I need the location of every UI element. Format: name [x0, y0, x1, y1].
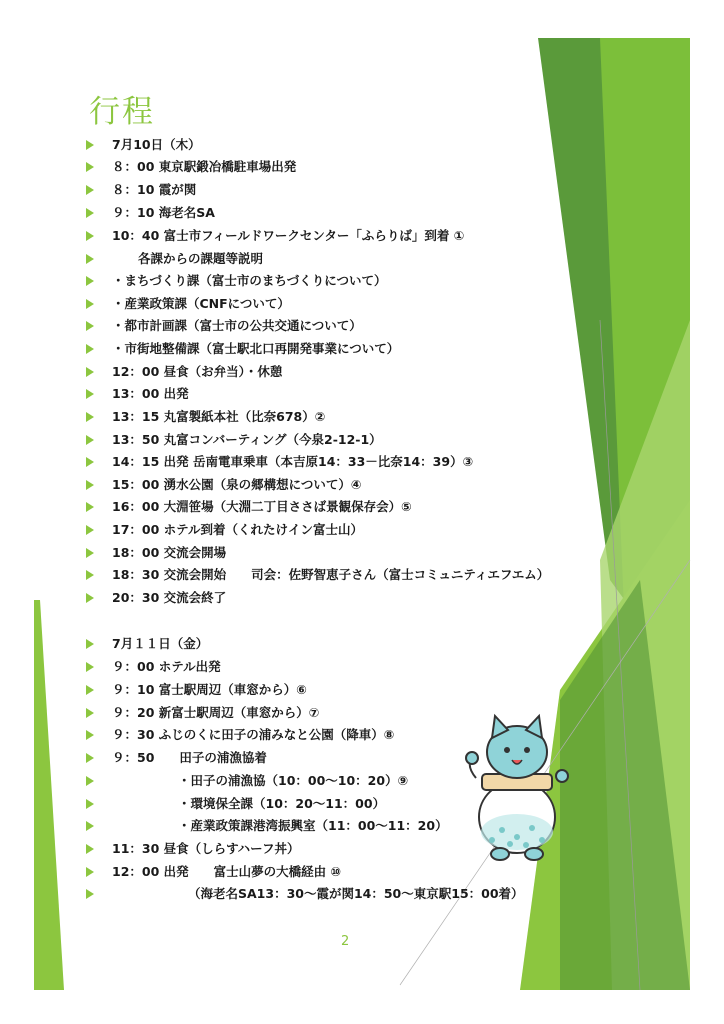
triangle-bullet-icon	[86, 730, 94, 740]
triangle-bullet-icon	[86, 412, 94, 422]
schedule-item-text: ・環境保全課（10：20～11：00）	[178, 796, 386, 811]
schedule-item-text: ・まちづくり課（富士市のまちづくりについて）	[112, 273, 387, 288]
schedule-item-text: ・田子の浦漁協（10：00～10：20）⑨	[178, 773, 409, 788]
schedule-item-text: ９：10 富士駅周辺（車窓から）⑥	[112, 682, 307, 697]
triangle-bullet-icon	[86, 367, 94, 377]
schedule-item-text: 13：50 丸富コンバーティング（今泉2-12-1）	[112, 432, 382, 447]
triangle-bullet-icon	[86, 502, 94, 512]
triangle-bullet-icon	[86, 889, 94, 899]
triangle-bullet-icon	[86, 548, 94, 558]
triangle-bullet-icon	[86, 821, 94, 831]
triangle-bullet-icon	[86, 208, 94, 218]
schedule-item-text: 16：00 大淵笹場（大淵二丁目ささば景観保存会）⑤	[112, 499, 412, 514]
schedule-item-text: 14：15 出発 岳南電車乗車（本吉原14：33－比奈14：39）③	[112, 454, 474, 469]
schedule-item-text: 各課からの課題等説明	[138, 251, 264, 266]
schedule-item-text: 11：30 昼食（しらすハーフ丼）	[112, 841, 300, 856]
triangle-bullet-icon	[86, 867, 94, 877]
schedule-item-text: 17：00 ホテル到着（くれたけイン富士山）	[112, 522, 364, 537]
triangle-bullet-icon	[86, 344, 94, 354]
schedule-item-text: ８：00 東京駅鍛冶橋駐車場出発	[112, 159, 297, 174]
schedule-item-text: ・都市計画課（富士市の公共交通について）	[112, 318, 362, 333]
schedule-item-text: 10：40 富士市フィールドワークセンター「ふらりば」到着 ①	[112, 228, 465, 243]
triangle-bullet-icon	[86, 685, 94, 695]
schedule-item-text: ９：10 海老名SA	[112, 205, 215, 220]
schedule-item-text: ・産業政策課（CNFについて）	[112, 296, 290, 311]
triangle-bullet-icon	[86, 254, 94, 264]
schedule-item-text: 12：00 昼食（お弁当）・休憩	[112, 364, 283, 379]
triangle-bullet-icon	[86, 389, 94, 399]
schedule-item-text: ９：20 新富士駅周辺（車窓から）⑦	[112, 705, 320, 720]
triangle-bullet-icon	[86, 231, 94, 241]
schedule-item-text: 12：00 出発 富士山夢の大橋経由 ⑩	[112, 864, 342, 879]
schedule-item-text: ８：10 霞が関	[112, 182, 197, 197]
triangle-bullet-icon	[86, 570, 94, 580]
schedule-item-text: ９：50 田子の浦漁協着	[112, 750, 267, 765]
schedule-item-text: 15：00 湧水公園（泉の郷構想について）④	[112, 477, 362, 492]
triangle-bullet-icon	[86, 321, 94, 331]
schedule-item-text: 7月１１日（金）	[112, 636, 209, 651]
triangle-bullet-icon	[86, 708, 94, 718]
schedule-item-text: ９：30 ふじのくに田子の浦みなと公園（降車）⑧	[112, 727, 395, 742]
triangle-bullet-icon	[86, 525, 94, 535]
schedule-item-text: 13：15 丸富製紙本社（比奈678）②	[112, 409, 326, 424]
triangle-bullet-icon	[86, 480, 94, 490]
page-title: 行程	[89, 94, 155, 130]
triangle-bullet-icon	[86, 753, 94, 763]
triangle-bullet-icon	[86, 276, 94, 286]
triangle-bullet-icon	[86, 435, 94, 445]
triangle-bullet-icon	[86, 299, 94, 309]
triangle-bullet-icon	[86, 185, 94, 195]
schedule-item-text: ９：00 ホテル出発	[112, 659, 221, 674]
triangle-bullet-icon	[86, 593, 94, 603]
triangle-bullet-icon	[86, 776, 94, 786]
schedule-item-text: （海老名SA13：30～霞が関14：50～東京駅15：00着）	[188, 886, 524, 901]
triangle-bullet-icon	[86, 140, 94, 150]
schedule-item-text: 18：30 交流会開始 司会：佐野智恵子さん（富士コミュニティエフエム）	[112, 567, 550, 582]
schedule-item-text: 18：00 交流会開場	[112, 545, 227, 560]
schedule-item-text: 20：30 交流会終了	[112, 590, 227, 605]
page-number: 2	[341, 934, 350, 949]
triangle-bullet-icon	[86, 162, 94, 172]
schedule-item-text: ・市街地整備課（富士駅北口再開発事業について）	[112, 341, 400, 356]
schedule-item-text: 7月10日（木）	[112, 137, 201, 152]
schedule-item-text: ・産業政策課港湾振興室（11：00～11：20）	[178, 818, 448, 833]
triangle-bullet-icon	[86, 639, 94, 649]
triangle-bullet-icon	[86, 844, 94, 854]
triangle-bullet-icon	[86, 799, 94, 809]
schedule-item-text: 13：00 出発	[112, 386, 189, 401]
cat-mascot-icon	[462, 712, 572, 862]
triangle-bullet-icon	[86, 457, 94, 467]
triangle-bullet-icon	[86, 662, 94, 672]
